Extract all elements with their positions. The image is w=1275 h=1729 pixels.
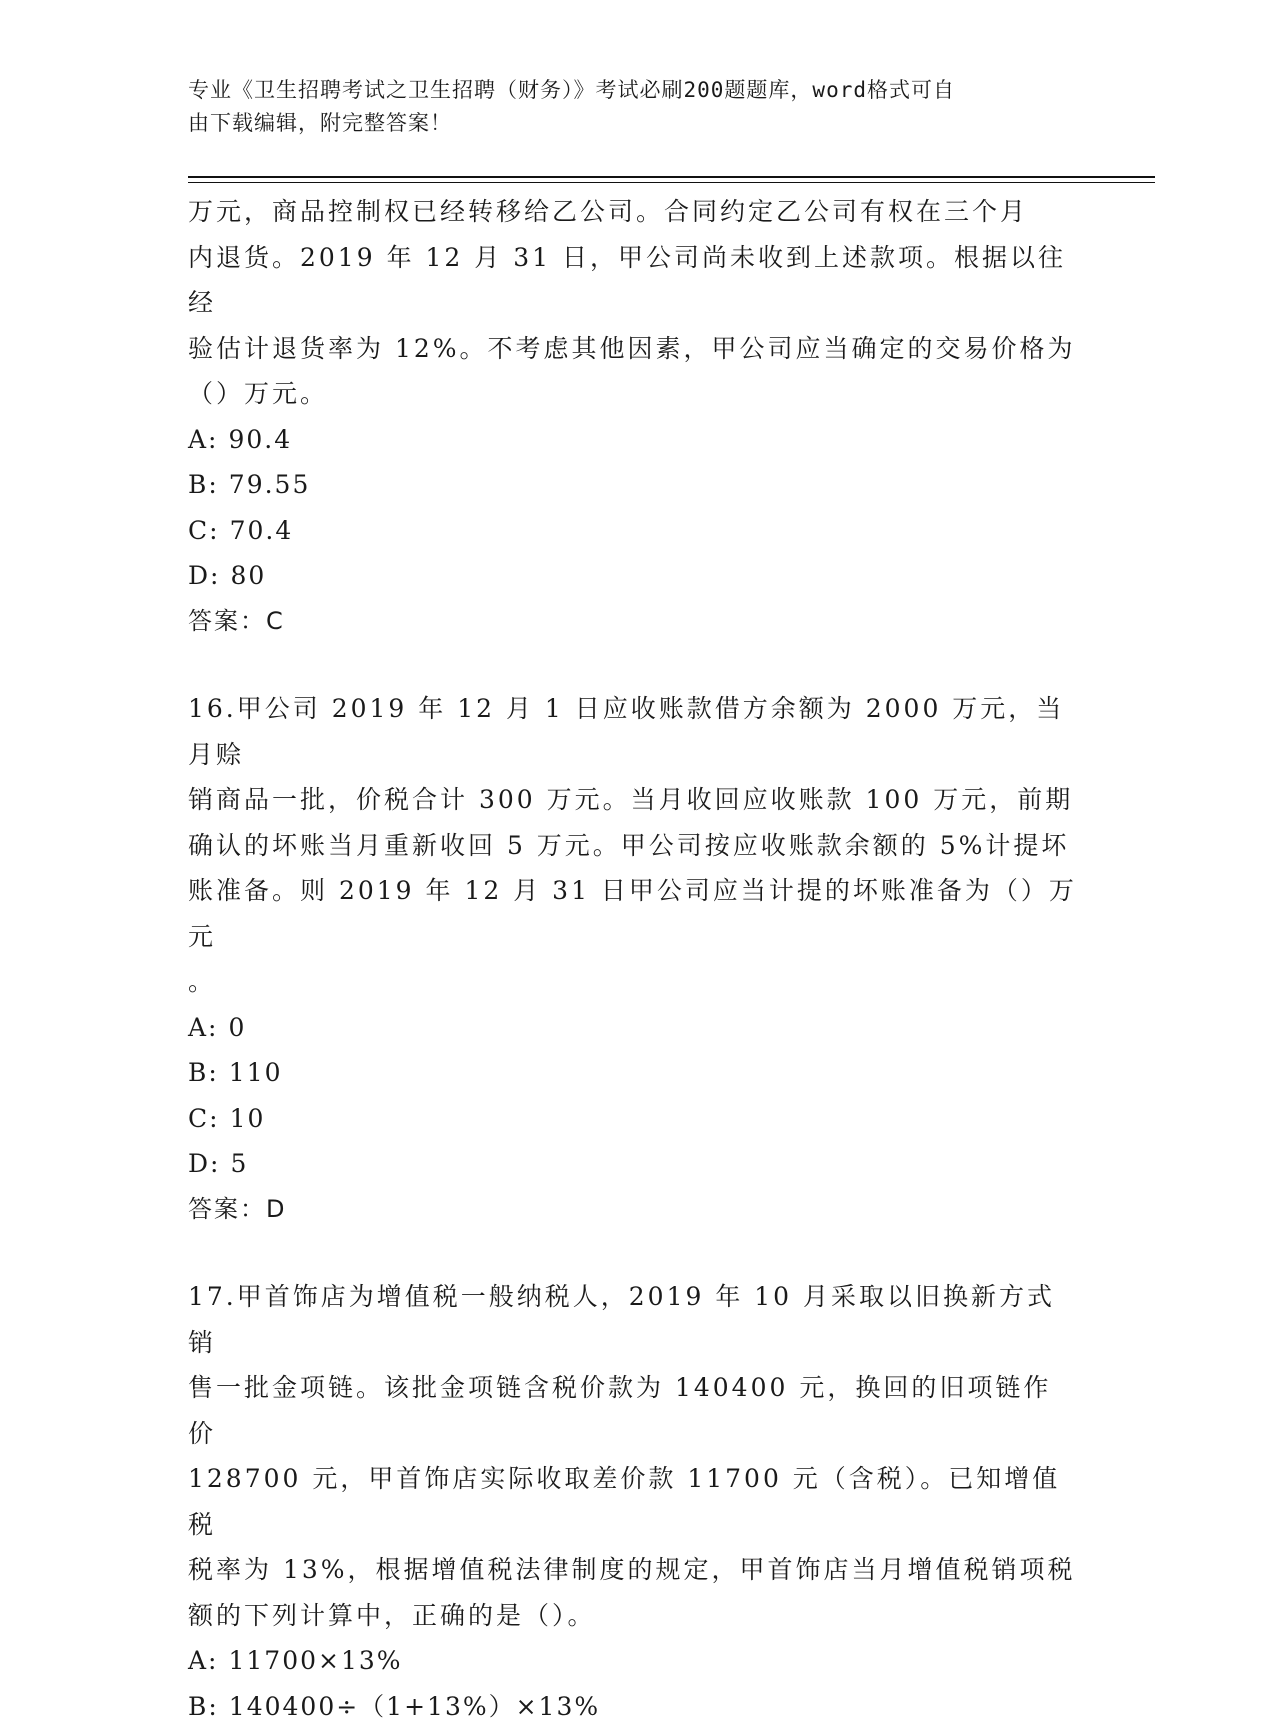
- stem-line: （）万元。: [188, 371, 1078, 417]
- question-17-stem: [188, 1274, 1078, 1638]
- option-letter: D:: [188, 1141, 220, 1187]
- option-letter: C:: [188, 1096, 220, 1142]
- stem-line: 。: [188, 959, 1078, 1005]
- question-16-stem: [188, 686, 1078, 1005]
- header-divider-thin: [188, 182, 1155, 183]
- stem-line: 销商品一批，价税合计 300 万元。当月收回应收账款 100 万元，前期: [188, 777, 1078, 823]
- option-text: 80: [220, 561, 266, 590]
- stem-line: 验估计退货率为 12%。不考虑其他因素，甲公司应当确定的交易价格为: [188, 326, 1078, 372]
- option-text: 70.4: [220, 516, 294, 545]
- option-a: [188, 1005, 1088, 1051]
- question-17: [188, 1274, 1088, 1729]
- option-text: 90.4: [218, 425, 292, 454]
- stem-line: 售一批金项链。该批金项链含税价款为 140400 元，换回的旧项链作价: [188, 1365, 1078, 1456]
- document-body: [188, 189, 1088, 1729]
- option-letter: A:: [188, 1005, 218, 1051]
- question-16: [188, 686, 1088, 1232]
- stem-line: 额的下列计算中，正确的是（）。: [188, 1593, 1078, 1639]
- option-d: [188, 1141, 1088, 1187]
- option-text: 140400÷（1+13%）×13%: [219, 1692, 600, 1721]
- option-a: [188, 417, 1088, 463]
- option-b: [188, 462, 1088, 508]
- option-text: 79.55: [219, 470, 311, 499]
- option-letter: C:: [188, 508, 220, 554]
- option-c: [188, 1096, 1088, 1142]
- option-letter: D:: [188, 553, 220, 599]
- option-text: 10: [220, 1104, 266, 1133]
- option-letter: A:: [188, 417, 218, 463]
- option-letter: B:: [188, 1684, 219, 1729]
- stem-line: 账准备。则 2019 年 12 月 31 日甲公司应当计提的坏账准备为（）万元: [188, 868, 1078, 959]
- answer-line: 答案：D: [188, 1187, 1088, 1233]
- option-text: 5: [220, 1149, 248, 1178]
- option-c: [188, 508, 1088, 554]
- stem-line: 确认的坏账当月重新收回 5 万元。甲公司按应收账款余额的 5%计提坏: [188, 823, 1078, 869]
- option-d: [188, 553, 1088, 599]
- option-letter: A:: [188, 1638, 218, 1684]
- stem-line: 税率为 13%，根据增值税法律制度的规定，甲首饰店当月增值税销项税: [188, 1547, 1078, 1593]
- stem-line: 17.甲首饰店为增值税一般纳税人，2019 年 10 月采取以旧换新方式销: [188, 1274, 1078, 1365]
- stem-line: 128700 元，甲首饰店实际收取差价款 11700 元（含税）。已知增值税: [188, 1456, 1078, 1547]
- header-line-1: 专业《卫生招聘考试之卫生招聘（财务）》考试必刷200题题库，word格式可自: [188, 74, 1068, 107]
- option-letter: B:: [188, 462, 219, 508]
- document-header: [188, 74, 1068, 140]
- stem-line: 内退货。2019 年 12 月 31 日，甲公司尚未收到上述款项。根据以往经: [188, 235, 1078, 326]
- option-text: 11700×13%: [218, 1646, 402, 1675]
- option-text: 0: [218, 1013, 246, 1042]
- header-divider-thick: [188, 176, 1155, 178]
- header-line-2: 由下载编辑，附完整答案！: [188, 107, 1068, 140]
- option-a: [188, 1638, 1088, 1684]
- option-letter: B:: [188, 1050, 219, 1096]
- answer-line: 答案：C: [188, 599, 1088, 645]
- option-text: 110: [219, 1058, 283, 1087]
- question-15: [188, 189, 1088, 644]
- option-b: [188, 1684, 1088, 1729]
- stem-line: 万元，商品控制权已经转移给乙公司。合同约定乙公司有权在三个月: [188, 189, 1078, 235]
- question-15-stem: [188, 189, 1078, 417]
- stem-line: 16.甲公司 2019 年 12 月 1 日应收账款借方余额为 2000 万元，当月赊: [188, 686, 1078, 777]
- option-b: [188, 1050, 1088, 1096]
